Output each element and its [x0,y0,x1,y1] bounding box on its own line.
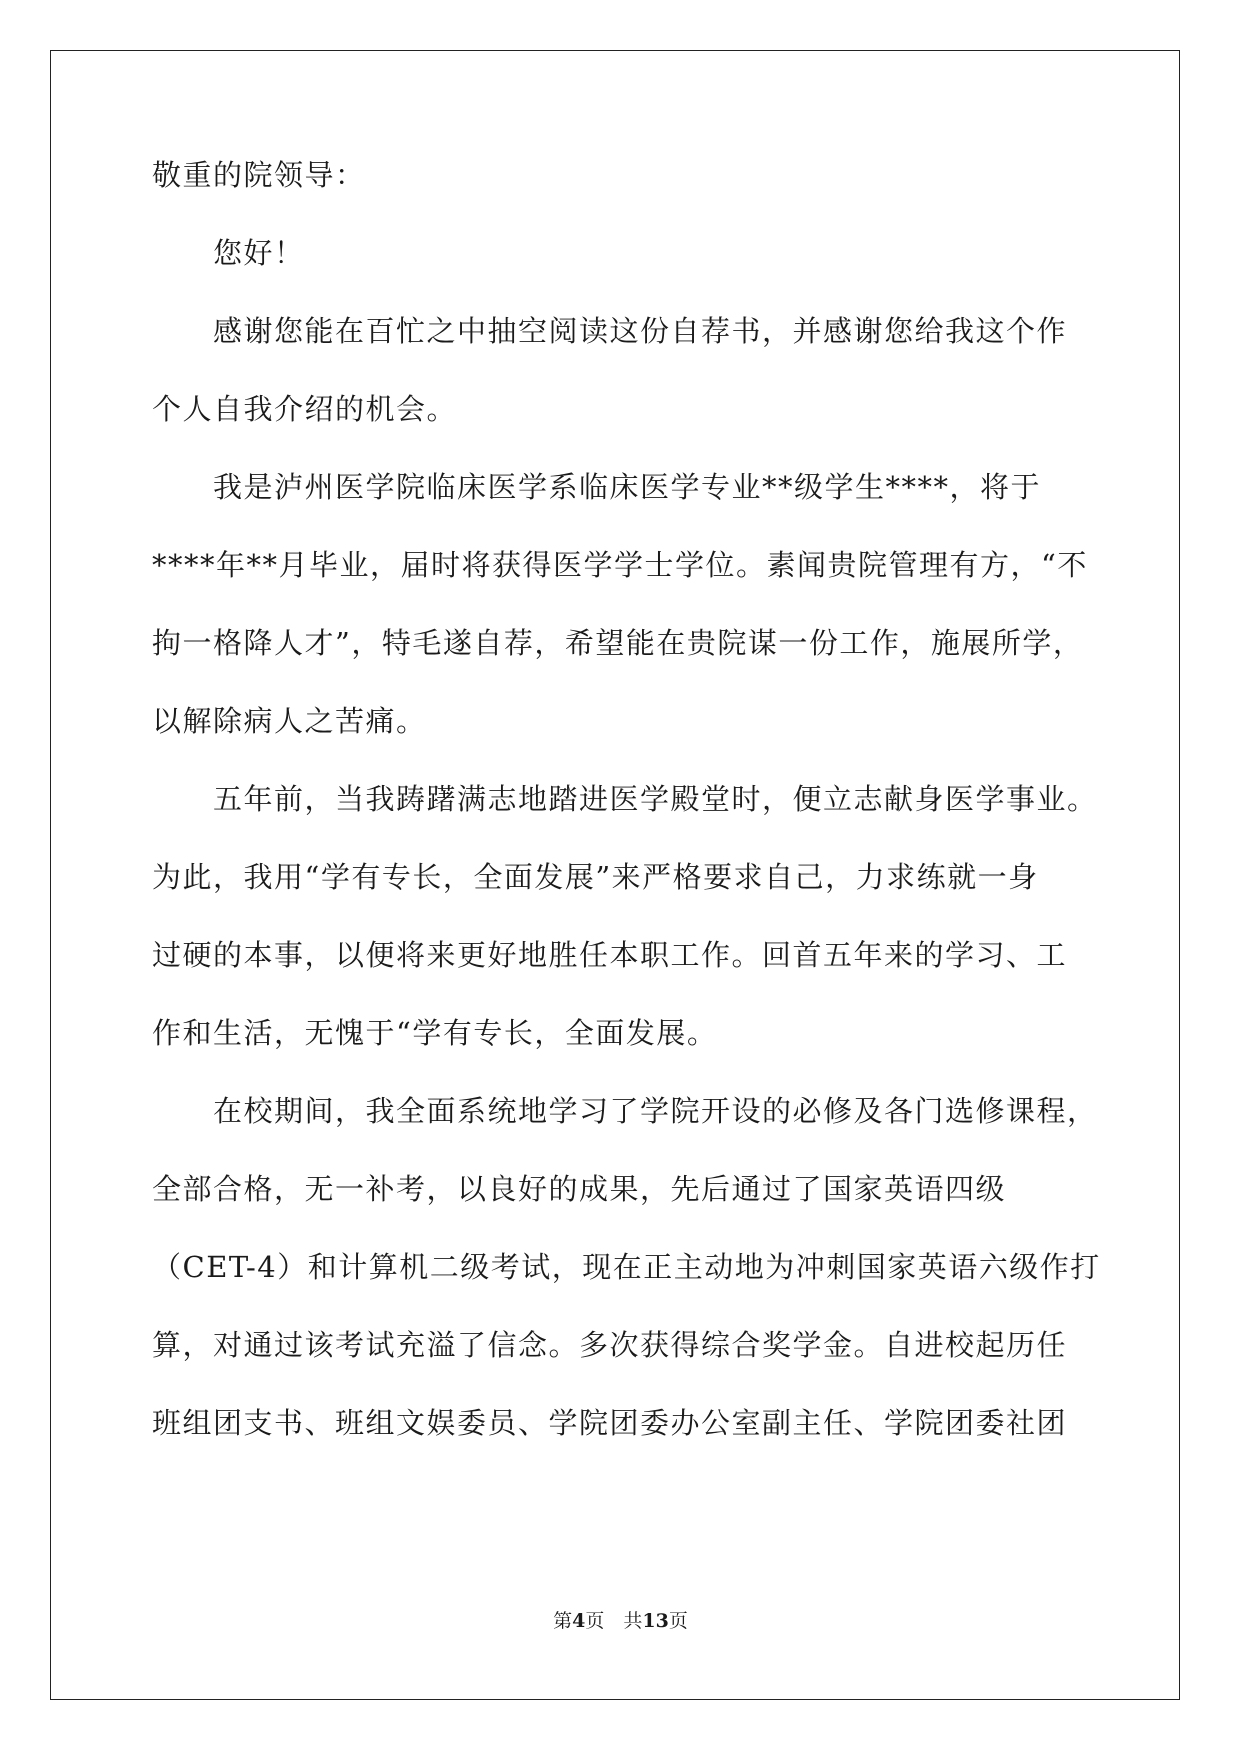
text-line: （CET-4）和计算机二级考试，现在正主动地为冲刺国家英语六级作打 [152,1250,1101,1284]
footer-prefix: 第 [553,1610,573,1632]
current-page-number: 4 [572,1610,586,1632]
text-line: 为此，我用“学有专长，全面发展”来严格要求自己，力求练就一身 [152,860,1039,894]
text-line: 个人自我介绍的机会。 [152,392,458,426]
text-line: 感谢您能在百忙之中抽空阅读这份自荐书，并感谢您给我这个作 [152,314,1068,348]
text-line: 拘一格降人才”，特毛遂自荐，希望能在贵院谋一份工作，施展所学， [152,626,1084,660]
footer-middle: 页 共 [585,1610,643,1632]
text-line: ****年**月毕业，届时将获得医学学士学位。素闻贵院管理有方，“不 [152,548,1088,582]
text-line: 我是泸州医学院临床医学系临床医学专业**级学生****，将于 [152,470,1042,504]
text-line: 在校期间，我全面系统地学习了学院开设的必修及各门选修课程， [152,1094,1098,1128]
text-line: 作和生活，无愧于“学有专长，全面发展。 [152,1016,718,1050]
text-line: 班组团支书、班组文娱委员、学院团委办公室副主任、学院团委社团 [152,1406,1068,1440]
text-line: 算，对通过该考试充溢了信念。多次获得综合奖学金。自进校起历任 [152,1328,1068,1362]
greeting: 您好！ [152,236,305,270]
text-line: 全部合格，无一补考，以良好的成果，先后通过了国家英语四级 [152,1172,1007,1206]
total-page-count: 13 [642,1610,669,1632]
page-footer [0,1609,1241,1633]
footer-suffix: 页 [668,1610,688,1632]
text-line: 过硬的本事，以便将来更好地胜任本职工作。回首五年来的学习、工 [152,938,1068,972]
text-line: 以解除病人之苦痛。 [152,704,427,738]
text-line: 五年前，当我踌躇满志地踏进医学殿堂时，便立志献身医学事业。 [152,782,1098,816]
salutation: 敬重的院领导： [152,158,366,192]
